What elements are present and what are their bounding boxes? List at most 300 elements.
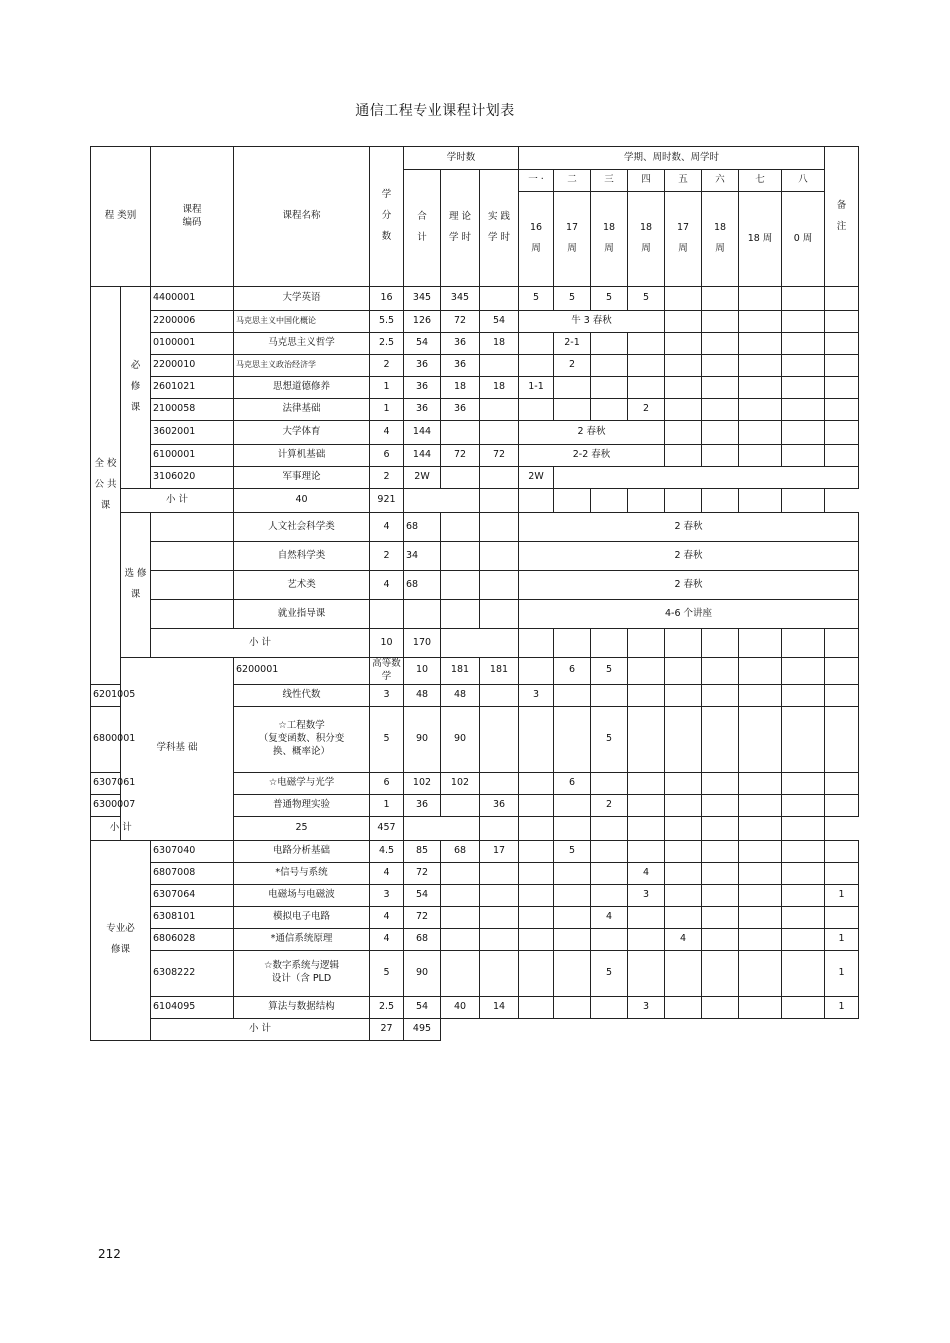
table-row	[91, 950, 859, 996]
term-cell	[628, 377, 665, 399]
course-name: 自然科学类	[234, 542, 370, 571]
course-theory-hours	[441, 862, 480, 884]
course-theory-hours: 18	[441, 377, 480, 399]
term-cell	[665, 840, 702, 862]
term-cell	[782, 355, 825, 377]
term-cell	[702, 996, 739, 1018]
course-total-hours: 126	[404, 311, 441, 333]
term-cell	[665, 950, 702, 996]
term-cell	[739, 684, 782, 706]
course-practice-hours	[480, 684, 519, 706]
table-row	[91, 399, 859, 421]
term-cell	[591, 928, 628, 950]
course-theory-hours: 40	[441, 996, 480, 1018]
course-code	[151, 571, 234, 600]
course-remark	[825, 906, 859, 928]
term-cell	[739, 884, 782, 906]
course-code: 3106020	[151, 467, 234, 489]
term-weeks-header: 17 周	[665, 192, 702, 287]
course-name: ☆电磁学与光学	[234, 772, 370, 794]
course-remark	[825, 311, 859, 333]
course-credits: 4.5	[370, 840, 404, 862]
term-cell: 1-1	[519, 377, 554, 399]
term-cell	[628, 629, 665, 658]
course-code: 6308101	[151, 906, 234, 928]
term-cell	[782, 399, 825, 421]
term-cell	[519, 333, 554, 355]
course-practice-hours: 54	[480, 311, 519, 333]
term-cell	[554, 884, 591, 906]
course-code: 6300007	[91, 794, 121, 816]
term-cell	[702, 445, 739, 467]
term-cell	[519, 816, 554, 840]
section-elective: 选 修 课	[121, 513, 151, 658]
course-name: 高等数学	[370, 658, 404, 685]
term-header: 二	[554, 170, 591, 192]
term-cell: 4	[591, 906, 628, 928]
course-theory-hours: 36	[441, 333, 480, 355]
course-remark	[825, 355, 859, 377]
course-remark	[825, 862, 859, 884]
term-cell	[628, 706, 665, 772]
table-row	[91, 996, 859, 1018]
course-theory-hours: 90	[441, 706, 480, 772]
course-name: 线性代数	[234, 684, 370, 706]
term-weeks-header: 16 周	[519, 192, 554, 287]
course-credits: 2	[370, 467, 404, 489]
course-theory-hours	[441, 794, 480, 816]
course-name: 马克思主义哲学	[234, 333, 370, 355]
term-cell	[554, 399, 591, 421]
course-total-hours: 102	[404, 772, 441, 794]
course-name: ☆工程数学 （复变函数、积分变 换、概率论）	[234, 706, 370, 772]
course-credits: 5	[370, 706, 404, 772]
term-cell	[665, 445, 702, 467]
term-cell	[480, 489, 519, 513]
term-cell	[591, 355, 628, 377]
course-code: 6806028	[151, 928, 234, 950]
page-number: 212	[98, 1247, 121, 1261]
course-name: 电磁场与电磁波	[234, 884, 370, 906]
term-cell: 3	[628, 884, 665, 906]
course-code	[151, 513, 234, 542]
term-cell	[554, 706, 591, 772]
term-cell	[702, 629, 739, 658]
course-credits: 5.5	[370, 311, 404, 333]
theory-hours-header: 理 论 学 时	[441, 170, 480, 287]
term-cell	[628, 658, 665, 685]
course-term-span: 2-2 春秋	[519, 445, 665, 467]
term-weeks-header: 18 周	[702, 192, 739, 287]
term-cell	[591, 629, 628, 658]
term-cell: 5	[519, 287, 554, 311]
course-practice-hours: 18	[480, 377, 519, 399]
course-total-hours	[404, 600, 441, 629]
term-cell	[554, 816, 591, 840]
term-cell	[665, 399, 702, 421]
table-row	[91, 906, 859, 928]
section-required: 必 修 课	[121, 287, 151, 489]
course-name: 人文社会科学类	[234, 513, 370, 542]
course-name: 电路分析基础	[234, 840, 370, 862]
course-theory-hours: 36	[441, 355, 480, 377]
table-cell	[480, 542, 519, 571]
term-cell	[702, 489, 739, 513]
term-cell	[591, 772, 628, 794]
term-cell	[702, 684, 739, 706]
term-cell	[591, 996, 628, 1018]
course-credits: 4	[370, 513, 404, 542]
term-group-header: 学期、周时数、周学时	[519, 147, 825, 170]
course-name: 算法与数据结构	[234, 996, 370, 1018]
term-cell	[782, 996, 825, 1018]
course-credits: 4	[370, 928, 404, 950]
table-row	[91, 513, 859, 542]
term-cell	[739, 355, 782, 377]
term-cell	[739, 816, 782, 840]
term-cell	[702, 840, 739, 862]
section-school-public: 全 校 公 共 课	[91, 287, 121, 685]
course-practice-hours	[480, 772, 519, 794]
term-cell	[628, 950, 665, 996]
course-credits: 1	[370, 399, 404, 421]
course-code: 4400001	[151, 287, 234, 311]
term-cell	[665, 772, 702, 794]
term-cell	[702, 377, 739, 399]
term-cell	[739, 840, 782, 862]
term-cell: 6	[554, 658, 591, 685]
course-name: *信号与系统	[234, 862, 370, 884]
table-row	[91, 489, 859, 513]
term-cell	[519, 706, 554, 772]
table-row	[91, 445, 859, 467]
term-cell	[739, 862, 782, 884]
course-credits: 5	[370, 950, 404, 996]
term-cell	[665, 996, 702, 1018]
term-cell	[591, 816, 628, 840]
term-cell	[554, 467, 859, 489]
course-code: 6308222	[151, 950, 234, 996]
term-cell	[702, 794, 739, 816]
term-cell	[665, 377, 702, 399]
course-remark	[825, 399, 859, 421]
course-name: ☆数字系统与逻辑 设计（含 PLD	[234, 950, 370, 996]
term-cell: 3	[519, 684, 554, 706]
term-cell	[702, 772, 739, 794]
term-cell	[628, 816, 665, 840]
term-cell	[739, 445, 782, 467]
term-weeks-header: 18 周	[739, 192, 782, 287]
term-cell: 2	[628, 399, 665, 421]
term-cell	[782, 377, 825, 399]
table-row	[91, 862, 859, 884]
term-cell	[702, 862, 739, 884]
course-theory-hours	[441, 928, 480, 950]
total-hours-header: 合 计	[404, 170, 441, 287]
table-row	[91, 311, 859, 333]
term-cell	[591, 840, 628, 862]
term-cell	[554, 928, 591, 950]
table-row	[91, 147, 859, 170]
course-code-header: 课程 编码	[151, 147, 234, 287]
course-practice-hours	[480, 706, 519, 772]
term-cell: 5	[591, 706, 628, 772]
course-theory-hours: 72	[441, 445, 480, 467]
table-cell	[480, 571, 519, 600]
term-cell	[591, 884, 628, 906]
term-cell	[519, 884, 554, 906]
term-cell: 2	[554, 355, 591, 377]
course-remark	[825, 287, 859, 311]
term-cell	[554, 377, 591, 399]
term-cell	[591, 489, 628, 513]
subtotal-total: 921	[370, 489, 404, 513]
term-cell	[519, 862, 554, 884]
term-cell	[519, 772, 554, 794]
course-total-hours: 48	[404, 684, 441, 706]
course-remark: 1	[825, 950, 859, 996]
term-cell	[739, 658, 782, 685]
subtotal-total: 457	[370, 816, 404, 840]
term-cell	[665, 884, 702, 906]
term-cell	[782, 706, 825, 772]
term-cell	[739, 287, 782, 311]
course-credits	[370, 600, 404, 629]
term-cell	[554, 794, 591, 816]
term-cell	[825, 658, 859, 685]
course-total-hours: 36	[404, 377, 441, 399]
term-header: 七	[739, 170, 782, 192]
course-remark	[825, 772, 859, 794]
term-cell	[782, 928, 825, 950]
term-cell: 5	[554, 287, 591, 311]
course-credits: 3	[370, 884, 404, 906]
course-remark: 1	[825, 928, 859, 950]
term-header: 四	[628, 170, 665, 192]
course-credits: 4	[370, 421, 404, 445]
table-row	[91, 600, 859, 629]
course-credits: 16	[370, 287, 404, 311]
course-theory-hours: 48	[441, 684, 480, 706]
course-total-hours: 85	[404, 840, 441, 862]
term-cell	[628, 906, 665, 928]
course-total-hours: 181	[441, 658, 480, 685]
course-total-hours: 144	[404, 445, 441, 467]
table-row	[91, 421, 859, 445]
course-credits: 3	[370, 684, 404, 706]
course-remark	[825, 684, 859, 706]
subtotal-total: 495	[404, 1018, 441, 1040]
table-row	[91, 467, 859, 489]
term-cell: 4	[665, 928, 702, 950]
table-cell	[441, 629, 519, 658]
course-credits: 2.5	[370, 996, 404, 1018]
table-cell	[782, 816, 825, 840]
term-cell	[665, 355, 702, 377]
table-cell	[441, 571, 480, 600]
term-cell	[554, 684, 591, 706]
term-cell	[519, 794, 554, 816]
term-cell	[554, 996, 591, 1018]
term-cell	[554, 489, 591, 513]
term-cell: 5	[628, 287, 665, 311]
course-total-hours: 90	[404, 706, 441, 772]
term-cell	[782, 840, 825, 862]
hours-group-header: 学时数	[404, 147, 519, 170]
course-total-hours: 72	[404, 862, 441, 884]
term-cell	[519, 928, 554, 950]
course-term-span: 2 春秋	[519, 513, 859, 542]
term-cell	[665, 629, 702, 658]
term-cell	[782, 794, 825, 816]
course-term-span: 2 春秋	[519, 421, 665, 445]
table-row	[91, 355, 859, 377]
term-cell	[739, 772, 782, 794]
term-cell	[665, 287, 702, 311]
course-code: 6807008	[151, 862, 234, 884]
course-practice-hours	[480, 862, 519, 884]
table-row	[91, 333, 859, 355]
term-cell: 3	[628, 996, 665, 1018]
course-name: 马克思主义中国化概论	[234, 311, 370, 333]
term-cell	[739, 333, 782, 355]
credits-header: 学 分 数	[370, 147, 404, 287]
term-cell	[739, 399, 782, 421]
course-code: 6201005	[91, 684, 121, 706]
course-term-span: 4-6 个讲座	[519, 600, 859, 629]
term-cell	[665, 906, 702, 928]
course-code: 6104095	[151, 996, 234, 1018]
course-remark	[825, 445, 859, 467]
course-practice-hours	[480, 287, 519, 311]
term-cell	[782, 629, 825, 658]
term-cell	[665, 489, 702, 513]
course-remark	[825, 421, 859, 445]
table-cell	[404, 816, 480, 840]
course-practice-hours: 72	[480, 445, 519, 467]
course-name: 马克思主义政治经济学	[234, 355, 370, 377]
course-code: 3602001	[151, 421, 234, 445]
course-practice-hours	[480, 355, 519, 377]
term-cell	[628, 794, 665, 816]
course-theory-hours: 102	[441, 772, 480, 794]
term-cell	[519, 355, 554, 377]
term-cell	[739, 311, 782, 333]
course-name: 艺术类	[234, 571, 370, 600]
term-weeks-header: 18 周	[591, 192, 628, 287]
course-code: 2100058	[151, 399, 234, 421]
term-cell	[665, 706, 702, 772]
term-cell	[739, 928, 782, 950]
course-total-hours: 90	[404, 950, 441, 996]
course-total-hours: 68	[404, 571, 441, 600]
term-cell	[782, 772, 825, 794]
term-cell	[519, 840, 554, 862]
course-code: 2200006	[151, 311, 234, 333]
table-row	[91, 542, 859, 571]
course-credits: 2	[370, 542, 404, 571]
course-theory-hours	[441, 421, 480, 445]
term-cell	[739, 377, 782, 399]
table-cell	[441, 600, 480, 629]
course-theory-hours: 181	[480, 658, 519, 685]
table-row	[91, 840, 859, 862]
table-cell	[404, 489, 480, 513]
term-cell	[628, 840, 665, 862]
term-cell	[591, 377, 628, 399]
term-cell	[665, 794, 702, 816]
term-cell	[702, 399, 739, 421]
term-cell	[665, 684, 702, 706]
term-cell	[702, 658, 739, 685]
course-remark	[825, 840, 859, 862]
course-theory-hours: 68	[441, 840, 480, 862]
term-cell	[739, 706, 782, 772]
term-cell	[702, 333, 739, 355]
table-cell	[782, 489, 825, 513]
remarks-header: 备 注	[825, 147, 859, 287]
term-cell	[782, 445, 825, 467]
term-cell	[665, 816, 702, 840]
course-credits: 4	[370, 862, 404, 884]
term-cell	[628, 684, 665, 706]
course-total-hours: 54	[404, 884, 441, 906]
term-cell	[739, 996, 782, 1018]
table-row	[91, 377, 859, 399]
subtotal-label: 小 计	[121, 489, 234, 513]
course-name: 普通物理实验	[234, 794, 370, 816]
course-total-hours: 34	[404, 542, 441, 571]
course-name: 就业指导课	[234, 600, 370, 629]
course-credits: 1	[370, 794, 404, 816]
course-term-span: 2 春秋	[519, 571, 859, 600]
table-row	[91, 658, 859, 685]
table-row	[91, 287, 859, 311]
course-code: 6200001	[234, 658, 370, 685]
course-practice-hours	[480, 928, 519, 950]
term-cell	[782, 906, 825, 928]
term-cell	[628, 333, 665, 355]
course-remark	[825, 706, 859, 772]
course-total-hours: 2W	[404, 467, 441, 489]
course-total-hours: 68	[404, 928, 441, 950]
course-credits: 6	[370, 772, 404, 794]
term-cell	[519, 399, 554, 421]
term-cell	[702, 311, 739, 333]
course-remark	[825, 377, 859, 399]
term-cell: 2	[591, 794, 628, 816]
practice-hours-header: 实 践 学 时	[480, 170, 519, 287]
course-practice-hours: 17	[480, 840, 519, 862]
course-name: 计算机基础	[234, 445, 370, 467]
term-header: 八	[782, 170, 825, 192]
term-cell	[665, 421, 702, 445]
table-cell	[480, 600, 519, 629]
subtotal-credits: 10	[370, 629, 404, 658]
table-row	[91, 884, 859, 906]
course-practice-hours	[480, 399, 519, 421]
subtotal-credits: 25	[234, 816, 370, 840]
course-code	[151, 600, 234, 629]
course-theory-hours	[441, 467, 480, 489]
course-total-hours: 36	[404, 794, 441, 816]
term-cell: 6	[554, 772, 591, 794]
course-code: 6307064	[151, 884, 234, 906]
course-code: 2200010	[151, 355, 234, 377]
term-cell	[702, 287, 739, 311]
term-cell	[665, 658, 702, 685]
course-total-hours: 54	[404, 333, 441, 355]
